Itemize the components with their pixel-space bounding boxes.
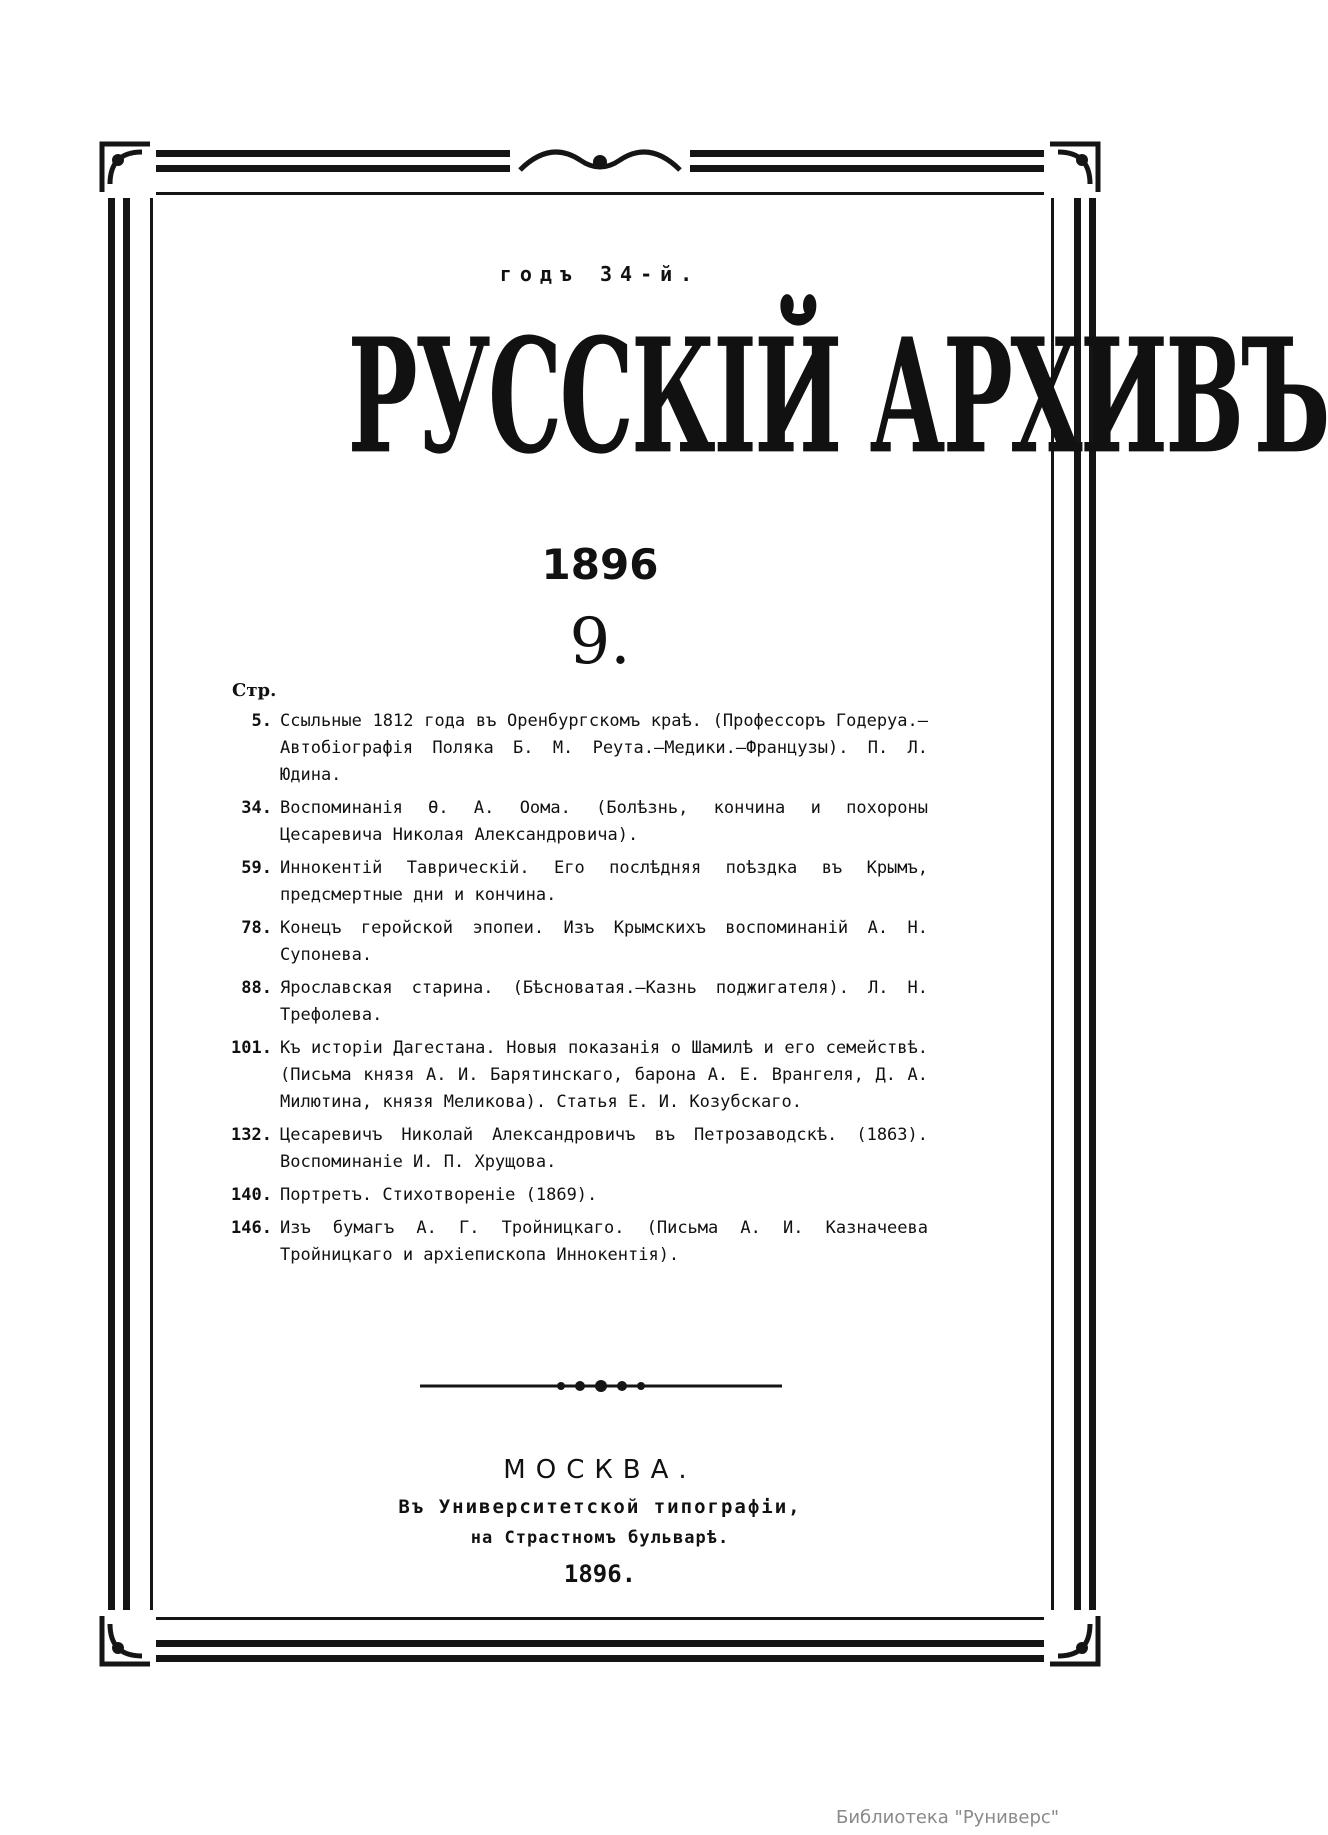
corner-ornament-icon xyxy=(1044,138,1104,198)
toc-entry-text: Воспоминанія Ѳ. А. Оома. (Болѣзнь, кончина и похороны Цесаревича Николая Александровича). xyxy=(280,798,928,845)
toc-entry xyxy=(228,708,928,789)
journal-title: РУССКІЙ АРХИВЪ xyxy=(347,304,1328,490)
toc-entry-text: Иннокентій Таврическій. Его послѣдняя поѣздка въ Крымъ, предсмертные дни и кончина. xyxy=(280,858,928,905)
toc-page-number: 34. xyxy=(241,798,272,818)
toc-entry-text: Цесаревичъ Николай Александровичъ въ Петрозаводскѣ. (1863). Воспоминаніе И. П. Хрущова. xyxy=(280,1125,928,1172)
toc-entry-text: Ярославская старина. (Бѣсноватая.—Казнь поджигателя). Л. Н. Трефолева. xyxy=(280,978,928,1025)
toc-page-number: 146. xyxy=(231,1218,272,1238)
toc-entry xyxy=(228,1122,928,1176)
imprint-year: 1896. xyxy=(563,1560,637,1588)
toc-page-number: 78. xyxy=(241,918,272,938)
toc-entry-text: Изъ бумагъ А. Г. Тройницкаго. (Письма А. И. Казначеева Тройницкаго и архіепископа Иннокентія). xyxy=(280,1218,928,1265)
corner-ornament-icon xyxy=(1044,1610,1104,1670)
scroll-ornament-icon xyxy=(510,140,690,180)
toc-entry-text: Ссыльные 1812 года въ Оренбургскомъ краѣ. (Профессоръ Годеруа.—Автобіографія Поляка Б. М. Реута.—Медики.—Французы). П. Л. Юдина. xyxy=(280,711,928,785)
toc-page-number: 59. xyxy=(241,858,272,878)
toc-page-number: 101. xyxy=(231,1038,272,1058)
toc-page-number: 132. xyxy=(231,1125,272,1145)
toc-entry xyxy=(228,915,928,969)
journal-title-wrapper xyxy=(190,304,1328,518)
imprint-printer: Въ Университетской типографіи, xyxy=(398,1496,802,1518)
toc-entry xyxy=(228,795,928,849)
toc-entry xyxy=(228,1215,928,1269)
toc-entry xyxy=(228,1035,928,1116)
issue-number: 9. xyxy=(569,605,631,679)
imprint-city: МОСКВА. xyxy=(503,1455,697,1485)
toc-page-number: 5. xyxy=(251,711,272,731)
issue-year: 1896 xyxy=(541,540,659,589)
toc-entry-text: Портретъ. Стихотвореніе (1869). xyxy=(280,1185,598,1205)
corner-ornament-icon xyxy=(96,138,156,198)
corner-ornament-icon xyxy=(96,1610,156,1670)
toc-entry xyxy=(228,975,928,1029)
toc-page-number: 140. xyxy=(231,1185,272,1205)
table-of-contents xyxy=(228,708,928,1275)
divider-ornament-icon xyxy=(420,1378,782,1392)
toc-page-number: 88. xyxy=(241,978,272,998)
toc-entry xyxy=(228,1182,928,1209)
toc-entry xyxy=(228,855,928,909)
publication-year-line: годъ 34-й. xyxy=(499,262,701,286)
library-watermark: Библиотека "Руниверс" xyxy=(836,1807,1060,1828)
toc-entry-text: Конецъ геройской эпопеи. Изъ Крымскихъ воспоминаній А. Н. Супонева. xyxy=(280,918,928,965)
imprint-address: на Страстномъ бульварѣ. xyxy=(470,1528,730,1548)
toc-entry-text: Къ исторіи Дагестана. Новыя показанія о Шамилѣ и его семействѣ. (Письма князя А. И. Барятинскаго, барона А. Е. Врангеля, Д. А. Милютина, князя Меликова). Статья Е. И. Козубскаго. xyxy=(280,1038,928,1112)
toc-page-label: Стр. xyxy=(232,680,277,701)
